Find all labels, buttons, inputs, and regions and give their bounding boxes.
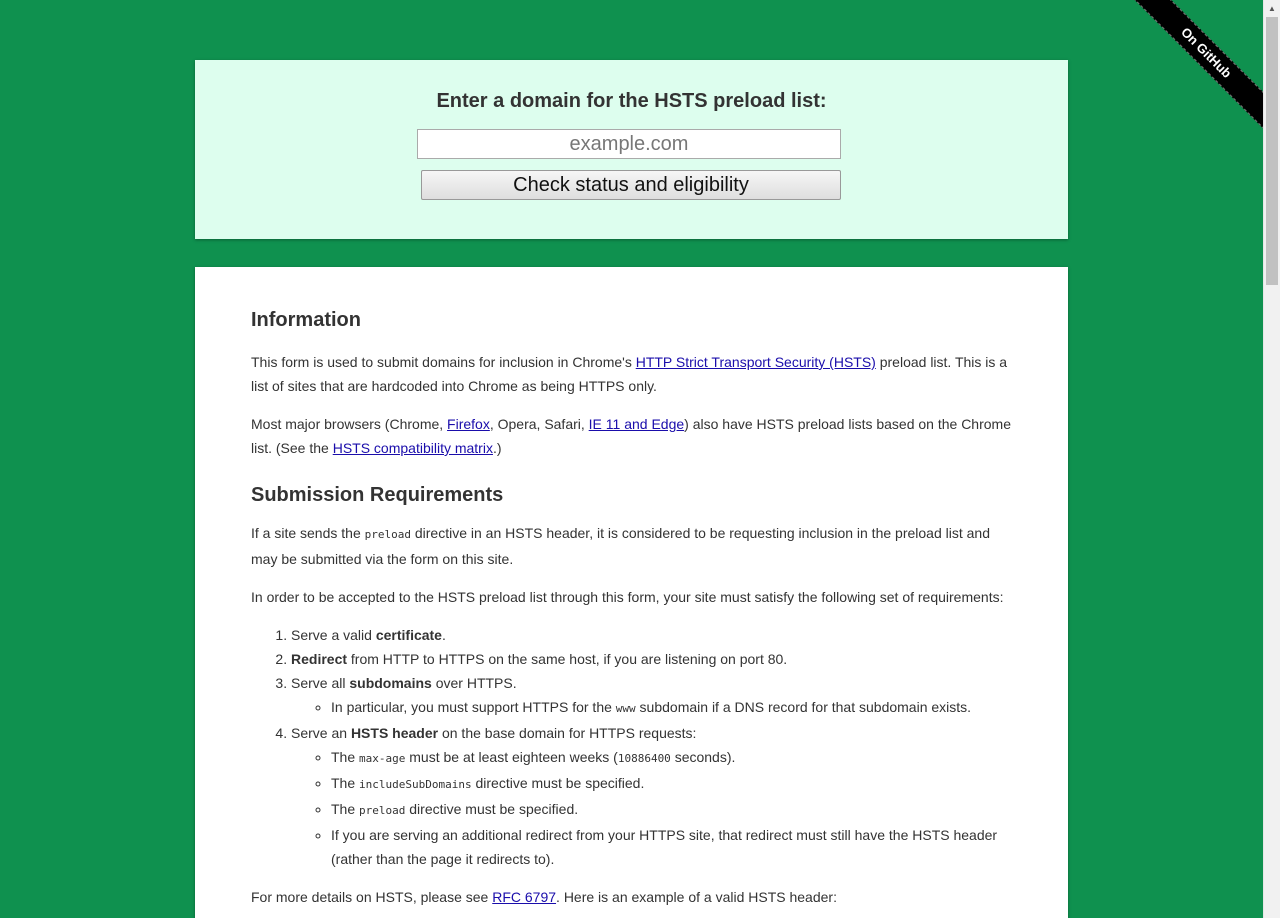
- list-item: [331, 745, 1012, 771]
- scrollbar-thumb[interactable]: [1266, 17, 1278, 285]
- text: For more details on HSTS, please see: [251, 889, 493, 905]
- text: , Opera, Safari,: [489, 416, 589, 432]
- requirements-paragraph-1: [251, 521, 1012, 571]
- text: from HTTP to HTTPS on the same host, if you are listening on port 80.: [347, 651, 788, 667]
- text: seconds).: [670, 749, 736, 765]
- text: If a site sends the: [251, 525, 365, 541]
- list-item: [291, 671, 1012, 721]
- text: . Here is an example of a valid HSTS header:: [556, 889, 837, 905]
- code-seconds: 10886400: [617, 752, 671, 765]
- bold-text: Redirect: [291, 651, 348, 667]
- text: directive must be specified.: [405, 801, 579, 817]
- text: preload list. This is a list of sites that are hardcoded into Chrome as being HTTPS only.: [251, 354, 1008, 394]
- code-preload: preload: [364, 528, 411, 541]
- github-ribbon-link[interactable]: On GitHub: [1123, 0, 1263, 136]
- text: The: [331, 801, 360, 817]
- text: directive must be specified.: [471, 775, 645, 791]
- domain-form-card: [195, 60, 1068, 239]
- list-item: [331, 771, 1012, 797]
- code-preload: preload: [359, 804, 406, 817]
- list-item: [331, 695, 1012, 721]
- sub-list: [291, 695, 1012, 721]
- text: on the base domain for HTTPS requests:: [438, 725, 697, 741]
- domain-input[interactable]: [417, 129, 841, 159]
- code-includesubdomains: includeSubDomains: [359, 778, 472, 791]
- text: In particular, you must support HTTPS for the: [331, 699, 616, 715]
- vertical-scrollbar[interactable]: [1263, 0, 1280, 918]
- text: subdomain if a DNS record for that subdomain exists.: [635, 699, 972, 715]
- text: The: [331, 775, 360, 791]
- form-title: Enter a domain for the HSTS preload list:: [436, 90, 827, 112]
- bold-text: certificate: [375, 627, 442, 643]
- ie-edge-link[interactable]: IE 11 and Edge: [588, 416, 685, 432]
- text: over HTTPS.: [431, 675, 517, 691]
- code-www: www: [615, 702, 636, 715]
- compatibility-matrix-link[interactable]: HSTS compatibility matrix: [332, 440, 493, 456]
- bold-text: subdomains: [349, 675, 432, 691]
- list-item: ◦ If you are serving an additional redirect from your HTTPS site, that redirect must still have the HSTS header (rather than the page it redirects to).: [331, 823, 1012, 871]
- text: .): [492, 440, 502, 456]
- requirements-paragraph-3: [251, 885, 1012, 909]
- info-paragraph-2: [251, 412, 1012, 460]
- text: must be at least eighteen weeks (: [405, 749, 618, 765]
- sub-list: [291, 745, 1012, 871]
- list-item: [291, 721, 1012, 871]
- rfc-link[interactable]: RFC 6797: [492, 889, 557, 905]
- text: directive in an HSTS header, it is considered to be requesting inclusion in the preload list and may be submitted via the form on this site.: [251, 525, 990, 567]
- scroll-up-arrow-icon[interactable]: ▲: [1268, 4, 1276, 13]
- firefox-link[interactable]: Firefox: [447, 416, 490, 432]
- info-paragraph-1: [251, 350, 1012, 398]
- text: Most major browsers (Chrome,: [251, 416, 448, 432]
- code-max-age: max-age: [359, 752, 406, 765]
- text: The: [331, 749, 360, 765]
- list-item: [291, 647, 1012, 671]
- requirements-paragraph-2: In order to be accepted to the HSTS preload list through this form, your site must satisfy the following set of requirements:: [251, 589, 1004, 605]
- list-item: [291, 623, 1012, 647]
- text: ) also have HSTS preload lists based on the Chrome list. (See the: [251, 416, 1011, 456]
- text: Serve all: [291, 675, 350, 691]
- text: Serve an: [291, 725, 351, 741]
- hsts-link[interactable]: HTTP Strict Transport Security (HSTS): [635, 354, 876, 370]
- submission-requirements-heading: Submission Requirements: [251, 484, 504, 506]
- text: .: [441, 627, 446, 643]
- list-item: [331, 797, 1012, 823]
- text: Serve a valid: [291, 627, 376, 643]
- information-heading: Information: [251, 309, 361, 331]
- check-status-button[interactable]: Check status and eligibility: [421, 170, 841, 200]
- requirements-list: [251, 623, 1012, 871]
- text: This form is used to submit domains for inclusion in Chrome's: [251, 354, 636, 370]
- bold-text: HSTS header: [350, 725, 439, 741]
- content-card: [195, 267, 1068, 918]
